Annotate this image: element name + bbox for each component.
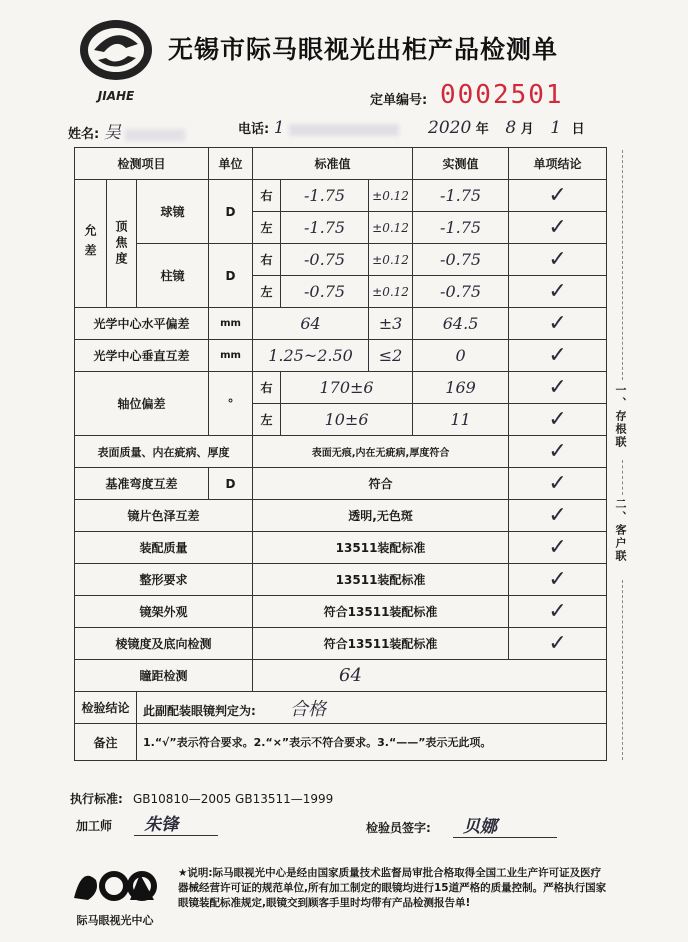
name-field <box>68 118 185 143</box>
shaping-label: 整形要求 <box>75 564 253 596</box>
perforation-line <box>622 150 624 380</box>
check-mark: ✓ <box>548 215 567 240</box>
jiahe-logo-icon <box>76 14 156 104</box>
footer-note: ★说明:际马眼视光中心是经由国家质量技术监督局审批合格取得全国工业生产许可证及医疗器械经营许可证的规范单位,所有加工制定的眼镜均进行15道严格的质量控制。严格执行国家眼镜装配标准规定,眼镜交到顾客手里时均带有产品检测报告单! <box>178 867 607 909</box>
sphere-label: 球镜 <box>137 180 209 244</box>
name-redaction <box>125 129 185 141</box>
standard-line <box>70 790 333 807</box>
surface-std: 表面无痕,内在无疵病,厚度符合 <box>253 436 509 468</box>
table-header-row <box>75 148 607 180</box>
side-left: 左 <box>253 404 281 436</box>
allow-diff-label: 允差 <box>75 180 107 308</box>
phone-redaction <box>289 124 399 136</box>
col-header-standard: 标准值 <box>253 148 413 180</box>
cylinder-unit: D <box>209 244 253 308</box>
processor-line <box>76 810 218 835</box>
check-mark: ✓ <box>548 247 567 272</box>
processor-value: 朱锋 <box>134 815 218 836</box>
sphere-left-meas: -1.75 <box>440 218 482 237</box>
table-row <box>75 468 607 500</box>
table-row <box>75 372 607 404</box>
conclusion-label: 检验结论 <box>75 692 137 724</box>
name-value: 吴 <box>103 123 121 143</box>
h-center-std: 64 <box>300 314 321 333</box>
pd-label: 瞳距检测 <box>75 660 253 692</box>
base-curve-unit: D <box>209 468 253 500</box>
name-label: 姓名: <box>68 127 100 142</box>
axis-right-meas: 169 <box>445 378 476 397</box>
sphere-right-tol: ±0.12 <box>372 188 409 203</box>
center-name: 际马眼视光中心 <box>76 914 154 927</box>
check-mark: ✓ <box>548 471 567 496</box>
date-year: 2020 <box>428 118 472 138</box>
order-number: 0002501 <box>440 80 564 110</box>
cylinder-left-std: -0.75 <box>304 282 346 301</box>
color-label: 镜片色泽互差 <box>75 500 253 532</box>
table-row <box>75 180 607 212</box>
surface-label: 表面质量、内在疵病、厚度 <box>75 436 253 468</box>
table-row <box>75 660 607 692</box>
center-logo-icon <box>70 860 160 908</box>
axis-left-std: 10±6 <box>324 410 369 429</box>
h-center-meas: 64.5 <box>442 314 479 333</box>
table-row <box>75 436 607 468</box>
check-mark: ✓ <box>548 279 567 304</box>
table-row <box>75 692 607 724</box>
inspector-label: 检验员签字: <box>366 821 431 835</box>
table-row <box>75 564 607 596</box>
phone-label: 电话: <box>238 122 270 137</box>
v-center-std: 1.25~2.50 <box>268 346 353 365</box>
cylinder-left-meas: -0.75 <box>440 282 482 301</box>
check-mark: ✓ <box>548 503 567 528</box>
check-mark: ✓ <box>548 439 567 464</box>
sphere-right-meas: -1.75 <box>440 186 482 205</box>
form-title: 无锡市际马眼视光出柜产品检测单 <box>168 35 559 64</box>
phone-value: 1 <box>273 118 285 138</box>
logo-text: JIAHE <box>97 89 135 103</box>
prism-std: 符合13511装配标准 <box>253 628 509 660</box>
frame-label: 镜架外观 <box>75 596 253 628</box>
table-row <box>75 340 607 372</box>
cylinder-right-meas: -0.75 <box>440 250 482 269</box>
check-mark: ✓ <box>548 183 567 208</box>
assembly-std: 13511装配标准 <box>253 532 509 564</box>
processor-label: 加工师 <box>76 819 113 833</box>
order-number-label: 定单编号: <box>370 93 428 108</box>
table-row <box>75 596 607 628</box>
perforation-line <box>622 460 624 495</box>
base-curve-std: 符合 <box>253 468 509 500</box>
year-label: 年 <box>475 122 489 137</box>
month-label: 月 <box>520 122 534 137</box>
h-center-label: 光学中心水平偏差 <box>75 308 209 340</box>
cylinder-label: 柱镜 <box>137 244 209 308</box>
cylinder-right-tol: ±0.12 <box>372 252 409 267</box>
stub-copy-label: 一、存根联 <box>614 384 627 449</box>
cylinder-left-tol: ±0.12 <box>372 284 409 299</box>
table-row <box>75 500 607 532</box>
center-logo <box>70 860 160 930</box>
table-row <box>75 724 607 761</box>
check-mark: ✓ <box>548 407 567 432</box>
check-mark: ✓ <box>548 599 567 624</box>
date-field <box>428 118 585 138</box>
check-mark: ✓ <box>548 567 567 592</box>
conclusion-text: 此副配装眼镜判定为: <box>143 703 256 718</box>
side-left: 左 <box>253 212 281 244</box>
h-center-tol: ±3 <box>378 314 403 333</box>
phone-field <box>238 118 399 138</box>
col-header-conclusion: 单项结论 <box>509 148 607 180</box>
pd-value: 64 <box>339 665 362 686</box>
axis-unit: ° <box>209 372 253 436</box>
customer-copy-label: 二、客户联 <box>614 498 627 563</box>
date-month: 8 <box>505 118 517 138</box>
cylinder-right-std: -0.75 <box>304 250 346 269</box>
assembly-label: 装配质量 <box>75 532 253 564</box>
table-row <box>75 308 607 340</box>
sphere-left-std: -1.75 <box>304 218 346 237</box>
vertex-power-label: 顶焦度 <box>107 180 137 308</box>
axis-left-meas: 11 <box>450 410 471 429</box>
col-header-measured: 实测值 <box>413 148 509 180</box>
v-center-meas: 0 <box>455 346 466 365</box>
remark-text: 1.“√”表示符合要求。2.“×”表示不符合要求。3.“——”表示无此项。 <box>137 724 607 761</box>
frame-std: 符合13511装配标准 <box>253 596 509 628</box>
sphere-unit: D <box>209 180 253 244</box>
col-header-item: 检测项目 <box>75 148 209 180</box>
table-row <box>75 244 607 276</box>
standard-label: 执行标准: <box>70 792 123 806</box>
conclusion-value: 合格 <box>290 698 326 720</box>
check-mark: ✓ <box>548 343 567 368</box>
axis-label: 轴位偏差 <box>75 372 209 436</box>
side-left: 左 <box>253 276 281 308</box>
prism-label: 棱镜度及底向检测 <box>75 628 253 660</box>
v-center-unit: mm <box>209 340 253 372</box>
standard-value: GB10810—2005 GB13511—1999 <box>133 792 334 806</box>
col-header-unit: 单位 <box>209 148 253 180</box>
day-label: 日 <box>571 122 585 137</box>
date-day: 1 <box>550 118 562 138</box>
perforation-line <box>622 580 624 760</box>
table-row <box>75 532 607 564</box>
table-row <box>75 628 607 660</box>
inspector-value: 贝娜 <box>453 817 557 838</box>
v-center-tol: ≤2 <box>378 346 403 365</box>
sphere-left-tol: ±0.12 <box>372 220 409 235</box>
inspector-line <box>366 812 557 837</box>
remark-label: 备注 <box>75 724 137 761</box>
shaping-std: 13511装配标准 <box>253 564 509 596</box>
side-right: 右 <box>253 180 281 212</box>
h-center-unit: mm <box>209 308 253 340</box>
check-mark: ✓ <box>548 375 567 400</box>
color-std: 透明,无色斑 <box>253 500 509 532</box>
check-mark: ✓ <box>548 631 567 656</box>
check-mark: ✓ <box>548 311 567 336</box>
axis-right-std: 170±6 <box>319 378 374 397</box>
base-curve-label: 基准弯度互差 <box>75 468 209 500</box>
side-right: 右 <box>253 244 281 276</box>
inspection-table <box>74 147 607 761</box>
side-right: 右 <box>253 372 281 404</box>
v-center-label: 光学中心垂直互差 <box>75 340 209 372</box>
check-mark: ✓ <box>548 535 567 560</box>
sphere-right-std: -1.75 <box>304 186 346 205</box>
